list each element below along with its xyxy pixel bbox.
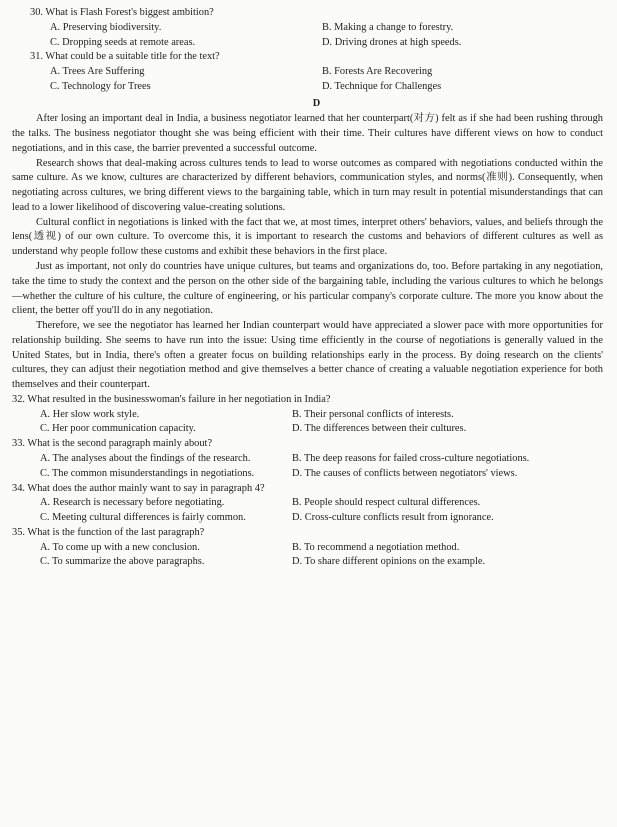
- q33-option-a: A. The analyses about the findings of the research.: [40, 452, 251, 464]
- q32-option-d: D. The differences between their cultures.: [292, 423, 467, 435]
- question-32: [12, 393, 603, 437]
- passage-paragraph-5: Therefore, we see the negotiator has learned her Indian counterpart would have appreciated a slower pace with more opportunities for relationship building. She seems to have run into the issue: Using time efficiently in the course of negotiations is generally valued in the United States, but in India, there's often a greater focus on building relationships early in the process. By doing research on the clients' cultures, they can adjust their negotiation method and give themselves a better chance of creating a valuable negotiation experience for both themselves and their counterpart.: [12, 320, 603, 391]
- q31-option-c: C. Technology for Trees: [50, 80, 151, 92]
- q30-option-d: D. Driving drones at high speeds.: [322, 36, 462, 48]
- question-30-stem: 30. What is Flash Forest's biggest ambition?: [30, 7, 214, 18]
- question-31: [30, 50, 603, 94]
- q35-option-d: D. To share different opinions on the example.: [292, 556, 486, 568]
- q35-option-a: A. To come up with a new conclusion.: [40, 541, 200, 553]
- q31-option-d: D. Technique for Challenges: [322, 80, 442, 92]
- question-33-stem: 33. What is the second paragraph mainly about?: [12, 438, 213, 450]
- q30-option-b: B. Making a change to forestry.: [322, 21, 454, 33]
- q34-option-c: C. Meeting cultural differences is fairly common.: [40, 512, 246, 524]
- q33-option-d: D. The causes of conflicts between negotiators' views.: [292, 467, 518, 479]
- question-34: [12, 482, 603, 526]
- q31-option-a: A. Trees Are Suffering: [50, 66, 145, 78]
- passage-d: [12, 112, 603, 393]
- question-32-stem: 32. What resulted in the businesswoman's failure in her negotiation in India?: [12, 393, 331, 405]
- q32-option-b: B. Their personal conflicts of interests.: [292, 408, 454, 420]
- q32-option-c: C. Her poor communication capacity.: [40, 423, 196, 435]
- question-34-stem: 34. What does the author mainly want to say in paragraph 4?: [12, 482, 265, 494]
- passage-paragraph-4: Just as important, not only do countries have unique cultures, but teams and organizations do, too. Before partaking in any negotiation, take the time to study the context and the person on the other side of the bargaining table, including the various cultures to which he belongs—whether the culture of his culture, the culture of engineering, or his particular company's corporate culture. The more you know about the client, the better off you'll do in any negotiation.: [12, 261, 603, 317]
- q33-option-c: C. The common misunderstandings in negotiations.: [40, 467, 255, 479]
- question-31-stem: 31. What could be a suitable title for the text?: [30, 51, 220, 63]
- q34-option-d: D. Cross-culture conflicts result from ignorance.: [292, 512, 494, 524]
- q32-option-a: A. Her slow work style.: [40, 408, 140, 420]
- section-letter: D: [312, 97, 321, 109]
- q34-option-b: B. People should respect cultural differences.: [292, 497, 481, 509]
- q35-option-c: C. To summarize the above paragraphs.: [40, 556, 205, 568]
- passage-paragraph-3: Cultural conflict in negotiations is linked with the fact that we, at most times, interpret others' behaviors, values, and beliefs through the lens(透视) of our own culture. To overcome this, it is important to research the customs and behaviors of different cultures as well as understand why people follow these customs and exhibit these behaviors in the first place.: [12, 216, 603, 258]
- question-33: [12, 437, 603, 481]
- q33-option-b: B. The deep reasons for failed cross-culture negotiations.: [292, 452, 530, 464]
- q31-option-b: B. Forests Are Recovering: [322, 66, 433, 78]
- passage-paragraph-2: Research shows that deal-making across cultures tends to lead to worse outcomes as compared with negotiations conducted within the same culture. As we know, cultures are characterized by different behaviors, communication styles, and norms(准则). Consequently, when negotiating across cultures, we bring different views to the bargaining table, which in turn may result in potential misunderstandings that can lead to a lower likelihood of discovering value-creating solutions.: [12, 157, 603, 213]
- question-35: [12, 526, 603, 570]
- q30-option-a: A. Preserving biodiversity.: [50, 21, 162, 33]
- q35-option-b: B. To recommend a negotiation method.: [292, 541, 460, 553]
- question-30: [30, 6, 603, 50]
- q34-option-a: A. Research is necessary before negotiating.: [40, 497, 225, 509]
- passage-paragraph-1: After losing an important deal in India, a business negotiator learned that her counterpart(对方) felt as if she had been rushing through the talks. The business negotiator thought she was being efficient with their time. Their cultures have different views on how to conduct negotiations, and in this case, the barrier prevented a successful outcome.: [12, 113, 603, 154]
- q30-option-c: C. Dropping seeds at remote areas.: [50, 36, 196, 48]
- question-35-stem: 35. What is the function of the last paragraph?: [12, 526, 205, 538]
